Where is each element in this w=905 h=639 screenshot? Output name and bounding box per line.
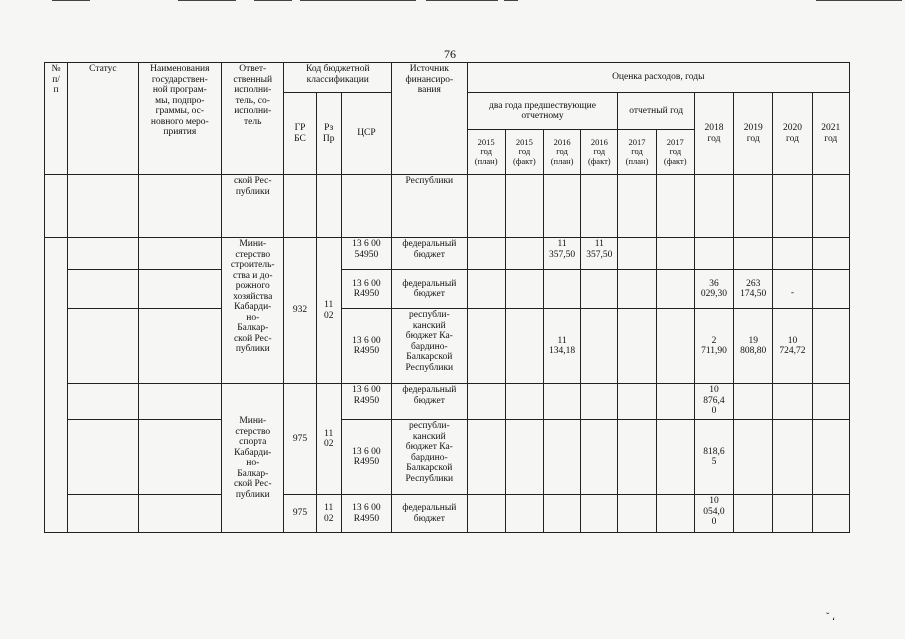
scan-line bbox=[300, 0, 416, 1]
value-cell: 10 054,0 0 bbox=[694, 495, 733, 533]
scan-line bbox=[816, 0, 902, 1]
value-cell: 11 357,50 bbox=[543, 238, 580, 270]
scan-line bbox=[504, 0, 518, 1]
header-2017-fact: 2017 год (факт) bbox=[656, 130, 694, 175]
scan-line bbox=[52, 0, 90, 1]
table-row bbox=[45, 495, 850, 533]
executor-cell: Мини- стерство спорта Кабарди- но- Балкар- ской Рес- публики bbox=[222, 384, 284, 533]
grbs-cell: 932 bbox=[284, 238, 316, 384]
executor-cell: Мини- стерство строитель- ства и до- рожного хозяйства Кабарди- но- Балкар- ской Рес- публики bbox=[222, 238, 284, 384]
value-cell: 11 134,18 bbox=[543, 309, 580, 384]
header-status: Статус bbox=[68, 63, 138, 175]
table-row bbox=[45, 309, 850, 384]
page-number: 76 bbox=[444, 47, 456, 61]
header-report-year: отчетный год bbox=[618, 93, 694, 130]
csr-cell: 13 6 00 54950 bbox=[341, 238, 391, 270]
table-row bbox=[45, 238, 850, 270]
value-cell: 263 174,50 bbox=[734, 270, 773, 309]
grbs-cell: 975 bbox=[284, 495, 316, 533]
header-2016-plan: 2016 год (план) bbox=[543, 130, 580, 175]
source-cell: федеральный бюджет bbox=[392, 384, 467, 420]
value-cell: 10 724,72 bbox=[773, 309, 812, 384]
rzpr-cell: 11 02 bbox=[316, 238, 341, 384]
csr-cell: 13 6 00 R4950 bbox=[341, 270, 391, 309]
header-2017-plan: 2017 год (план) bbox=[618, 130, 656, 175]
scan-line bbox=[254, 0, 292, 1]
value-cell: 11 357,50 bbox=[581, 238, 618, 270]
scan-line bbox=[178, 0, 236, 1]
header-two-years: два года предшествующие отчетному bbox=[467, 93, 618, 130]
budget-table bbox=[44, 62, 850, 533]
executor-cell: ской Рес- публики bbox=[222, 175, 284, 238]
header-2016-fact: 2016 год (факт) bbox=[581, 130, 618, 175]
csr-cell: 13 6 00 R4950 bbox=[341, 384, 391, 420]
source-cell: республи- канский бюджет Ка- бардино- Балкарской Республики bbox=[392, 309, 467, 384]
grbs-cell: 975 bbox=[284, 384, 316, 495]
source-cell: федеральный бюджет bbox=[392, 238, 467, 270]
header-rzpr: Рз Пр bbox=[316, 93, 341, 175]
table-row bbox=[45, 270, 850, 309]
corner-marks: ˇ ، bbox=[826, 612, 836, 623]
header-2015-plan: 2015 год (план) bbox=[467, 130, 505, 175]
source-cell: Республики bbox=[392, 175, 467, 238]
value-cell: 36 029,30 bbox=[694, 270, 733, 309]
value-cell: 10 876,4 0 bbox=[694, 384, 733, 420]
csr-cell: 13 6 00 R4950 bbox=[341, 309, 391, 384]
header-name: Наименования государствен- ной програм- мы, подпро- граммы, ос- новного меро- приятия bbox=[138, 63, 222, 175]
table-row bbox=[45, 420, 850, 495]
source-cell: федеральный бюджет bbox=[392, 270, 467, 309]
value-cell: 2 711,90 bbox=[694, 309, 733, 384]
source-cell: федеральный бюджет bbox=[392, 495, 467, 533]
rzpr-cell: 11 02 bbox=[316, 384, 341, 495]
rzpr-cell: 11 02 bbox=[316, 495, 341, 533]
csr-cell: 13 6 00 R4950 bbox=[341, 495, 391, 533]
header-2015-fact: 2015 год (факт) bbox=[505, 130, 543, 175]
value-cell: 818,6 5 bbox=[694, 420, 733, 495]
header-source: Источник финансиро- вания bbox=[392, 63, 467, 175]
value-cell: 19 808,80 bbox=[734, 309, 773, 384]
header-row bbox=[45, 63, 850, 93]
header-estimate: Оценка расходов, годы bbox=[467, 63, 849, 93]
scan-line bbox=[426, 0, 498, 1]
csr-cell: 13 6 00 R4950 bbox=[341, 420, 391, 495]
header-budget-code: Код бюджетной классификации bbox=[284, 63, 392, 93]
header-num: № п/ п bbox=[45, 63, 68, 175]
header-csr: ЦСР bbox=[341, 93, 391, 175]
header-2020: 2020 год bbox=[773, 93, 812, 175]
header-2021: 2021 год bbox=[812, 93, 849, 175]
table-row bbox=[45, 175, 850, 238]
table-row bbox=[45, 384, 850, 420]
source-cell: республи- канский бюджет Ка- бардино- Балкарской Республики bbox=[392, 420, 467, 495]
header-2018: 2018 год bbox=[694, 93, 733, 175]
header-grbs: ГР БС bbox=[284, 93, 316, 175]
value-cell: - bbox=[790, 287, 795, 298]
header-2019: 2019 год bbox=[734, 93, 773, 175]
header-executor: Ответ- ственный исполни- тель, со- исполни- тель bbox=[222, 63, 284, 175]
